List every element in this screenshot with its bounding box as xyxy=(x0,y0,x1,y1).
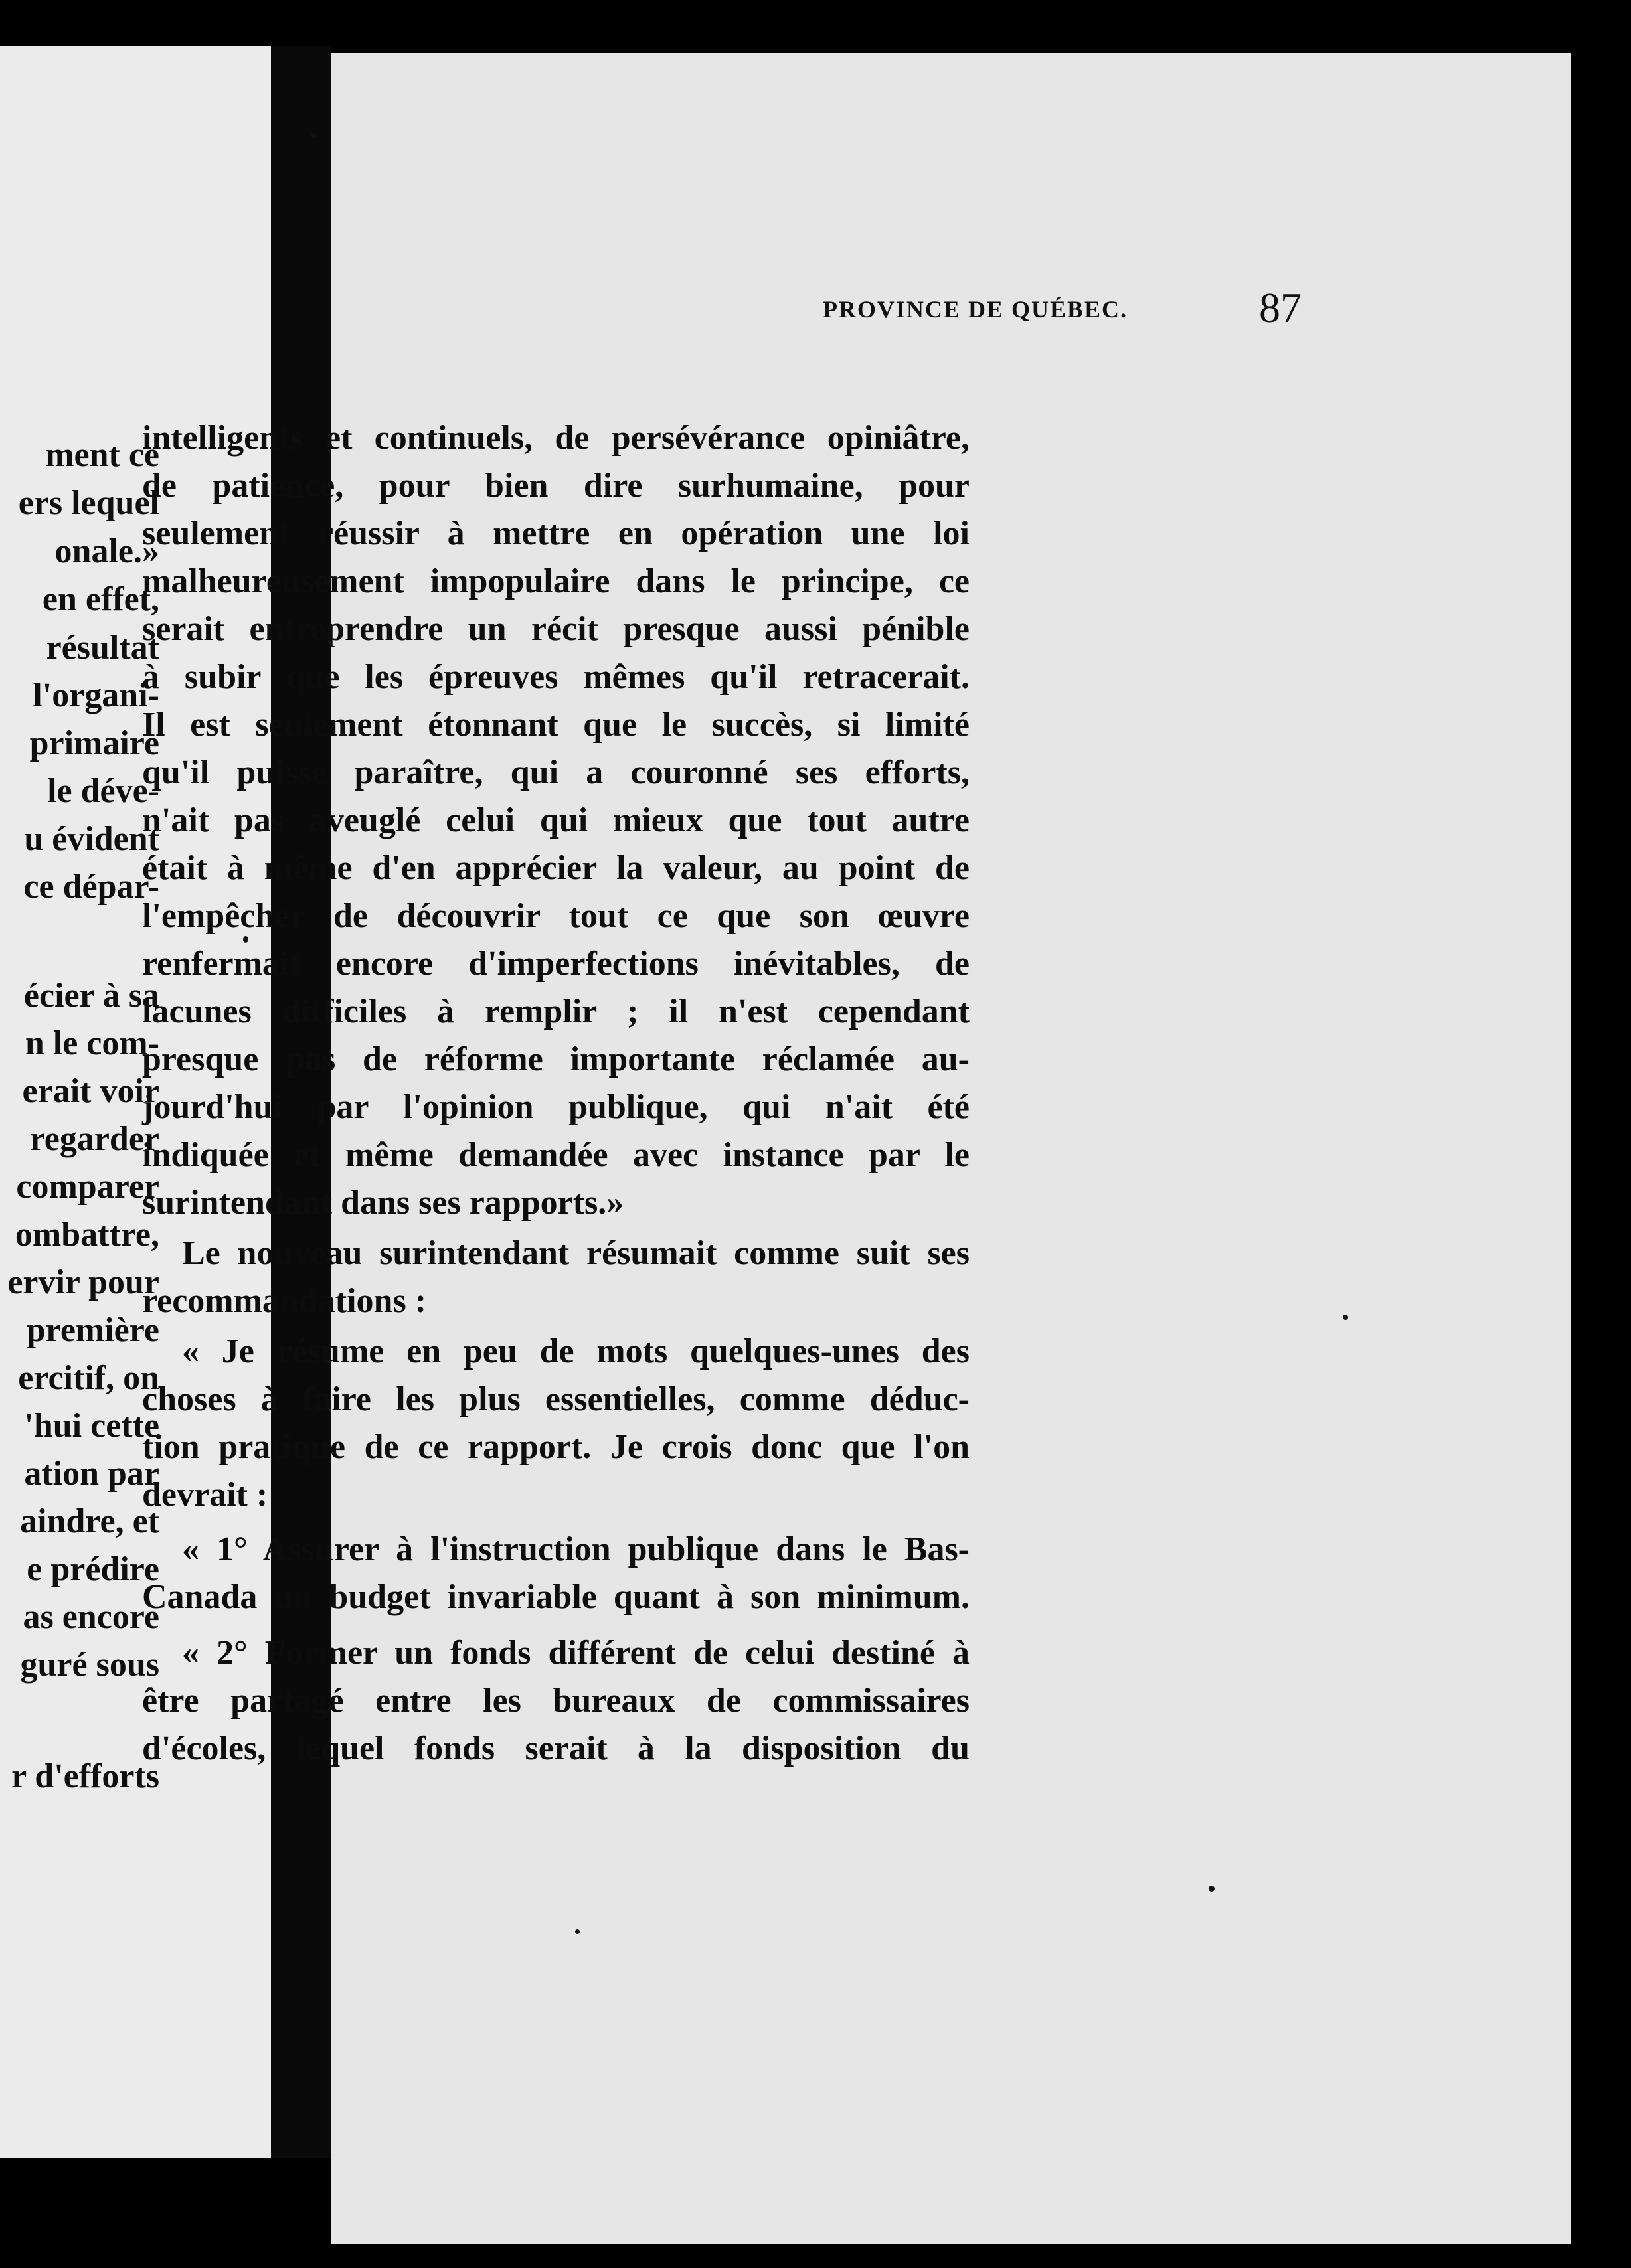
page-number: 87 xyxy=(1259,284,1302,331)
body-line: tion pratique de ce rapport. Je crois donc que l'on xyxy=(142,1428,970,1466)
left-page-line: ment ce xyxy=(45,436,159,474)
body-line: intelligents et continuels, de persévérance opiniâtre, xyxy=(142,419,970,457)
left-page-line: ombattre, xyxy=(15,1216,159,1254)
left-page-line: comparer xyxy=(16,1168,159,1206)
body-line: était à même d'en apprécier la valeur, au point de xyxy=(142,849,970,887)
body-line: choses à faire les plus essentielles, comme déduc- xyxy=(142,1380,970,1418)
scan-speck xyxy=(575,1929,580,1934)
left-page-line: r d'efforts xyxy=(11,1757,159,1795)
left-page-line: ce dépar- xyxy=(23,868,159,906)
paragraph-line: Le nouveau surintendant résumait comme suit ses xyxy=(182,1234,970,1272)
scan-speck xyxy=(1209,1886,1215,1892)
left-page-line: ers lequel xyxy=(18,484,159,522)
body-line: qu'il puisse paraître, qui a couronné ses efforts, xyxy=(142,754,970,791)
left-page-line: première xyxy=(26,1311,159,1349)
body-line: renfermait encore d'imperfections inévitables, de xyxy=(142,945,970,983)
body-line: serait entreprendre un récit presque aussi pénible xyxy=(142,610,970,648)
paragraph-line: « Je résume en peu de mots quelques-unes des xyxy=(182,1333,970,1370)
scan-speck xyxy=(1343,1315,1348,1320)
left-page-line: e prédire xyxy=(27,1550,159,1588)
left-page-line: résultat xyxy=(46,629,159,667)
body-line: Canada un budget invariable quant à son minimum. xyxy=(142,1578,970,1616)
body-line: devrait : xyxy=(142,1476,268,1514)
left-page-line: ation par xyxy=(24,1455,159,1493)
body-line: recommandations : xyxy=(142,1282,427,1320)
body-line: indiquée et même demandée avec instance par le xyxy=(142,1136,970,1174)
body-line: Il est seulement étonnant que le succès, si limité xyxy=(142,706,970,744)
body-line: à subir que les épreuves mêmes qu'il retracerait. xyxy=(142,658,970,696)
paragraph-line: « 1° Assurer à l'instruction publique dans le Bas- xyxy=(182,1530,970,1568)
body-line: lacunes difficiles à remplir ; il n'est cependant xyxy=(142,993,970,1030)
body-line: jourd'hui par l'opinion publique, qui n'ait été xyxy=(142,1088,970,1126)
left-page-line: écier à sa xyxy=(23,977,159,1014)
left-page-line: ercitif, on xyxy=(18,1359,159,1397)
scan-speck xyxy=(311,133,316,138)
left-page-line: ervir pour xyxy=(7,1263,159,1301)
body-line: de patience, pour bien dire surhumaine, pour xyxy=(142,467,970,505)
left-page-line: erait voir xyxy=(22,1072,159,1110)
body-line: malheureusement impopulaire dans le principe, ce xyxy=(142,562,970,600)
body-line: être partagé entre les bureaux de commissaires xyxy=(142,1682,970,1720)
left-page-line: u évident xyxy=(24,820,159,858)
left-page-line: l'organi- xyxy=(33,677,159,714)
left-page-line: n le com- xyxy=(25,1024,159,1062)
left-page-line: regarder xyxy=(29,1120,159,1158)
running-head: PROVINCE DE QUÉBEC. xyxy=(822,296,1128,323)
left-page-line: le déve- xyxy=(47,772,159,810)
left-page-line: guré sous xyxy=(20,1646,159,1684)
body-line: n'ait pas aveuglé celui qui mieux que tout autre xyxy=(142,801,970,839)
body-line: d'écoles, lequel fonds serait à la disposition du xyxy=(142,1730,970,1767)
body-line: presque pas de réforme importante réclamée au- xyxy=(142,1040,970,1078)
body-line: l'empêcher de découvrir tout ce que son œuvre xyxy=(142,897,970,935)
left-page-line: primaire xyxy=(29,724,159,762)
paragraph-line: « 2° Former un fonds différent de celui destiné à xyxy=(182,1634,970,1672)
body-line: surintendant dans ses rapports.» xyxy=(142,1184,624,1222)
body-line: seulement réussir à mettre en opération une loi xyxy=(142,515,970,552)
left-page-line: aindre, et xyxy=(20,1502,159,1540)
left-page-line: en effet, xyxy=(42,580,159,618)
left-page-line: onale.» xyxy=(54,532,159,570)
scan-speck xyxy=(243,936,248,943)
page-edge xyxy=(1571,53,1631,2268)
left-page-line: as encore xyxy=(23,1598,159,1636)
left-page-line: 'hui cette xyxy=(24,1407,159,1445)
